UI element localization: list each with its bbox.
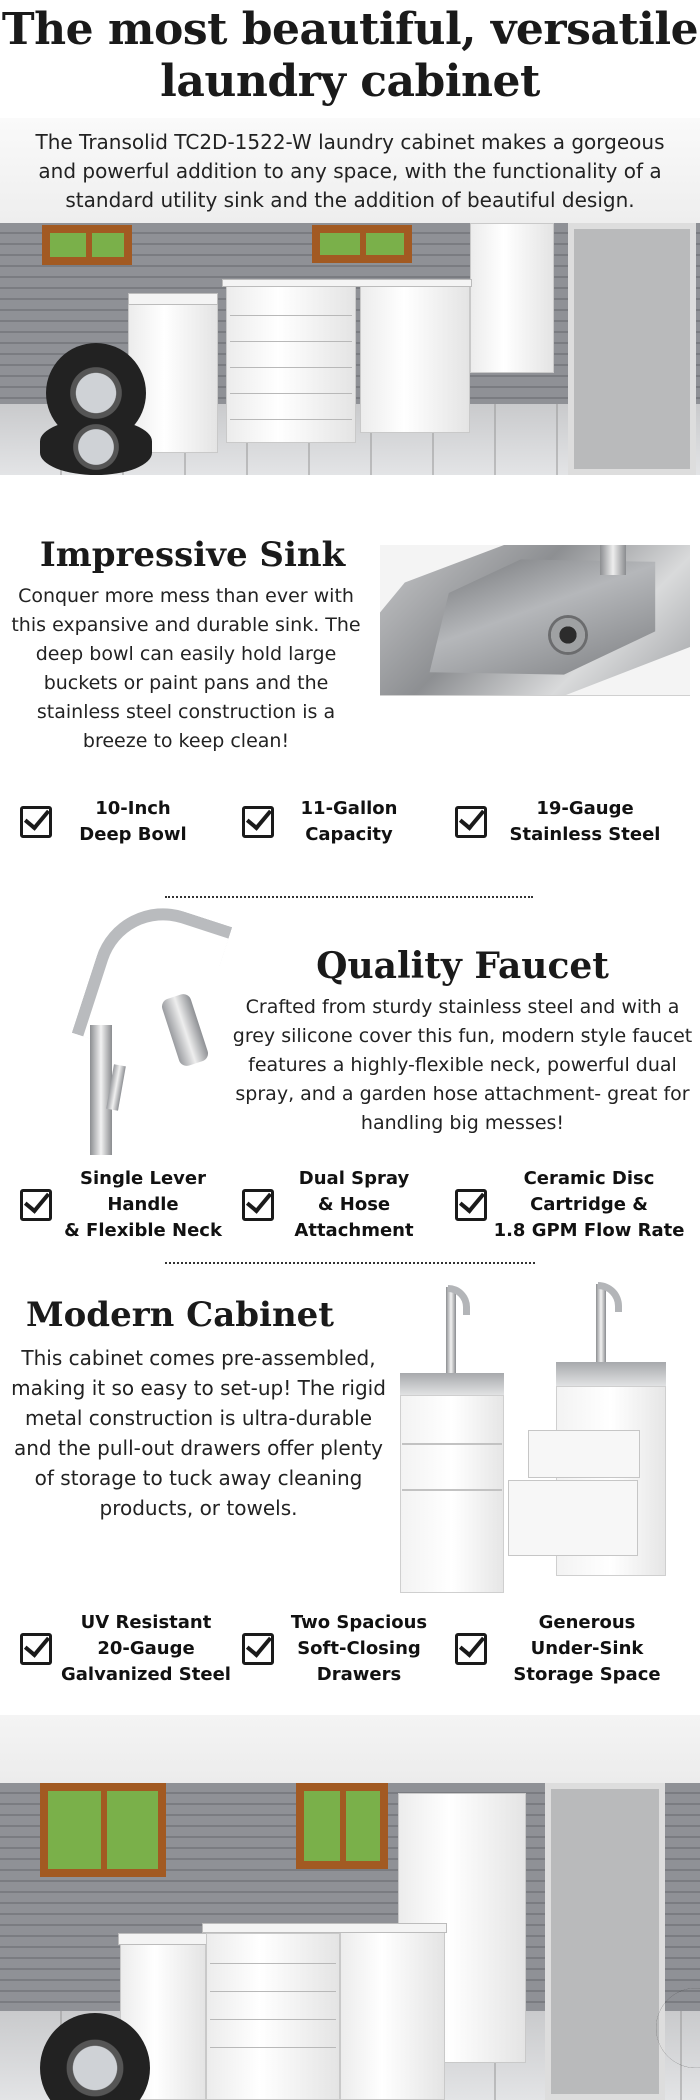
window [312, 225, 412, 263]
garage-door [545, 1783, 665, 2100]
window [40, 1783, 166, 1877]
spacer-band [0, 1715, 700, 1783]
checkbox-checked-icon [455, 806, 487, 838]
drawer-open [528, 1430, 640, 1478]
feature-line: 10-Inch [95, 798, 171, 819]
base-cabinet [340, 1928, 445, 2100]
checkbox-checked-icon [455, 1633, 487, 1665]
checkbox-checked-icon [455, 1189, 487, 1221]
checkbox-checked-icon [20, 1633, 52, 1665]
checkbox-checked-icon [242, 1633, 274, 1665]
feature-line: Under-Sink [530, 1638, 644, 1659]
feature-item [20, 1610, 240, 1688]
section-divider [165, 1262, 535, 1264]
drain-icon [548, 615, 588, 655]
drawer-cabinet [206, 1933, 340, 2100]
sink-description: Conquer more mess than ever with this expansive and durable sink. The deep bowl can easily hold large buckets or paint pans and the stainless steel construction is a breeze to keep clean! [11, 585, 361, 752]
feature-line: Drawers [316, 1664, 402, 1685]
base-cabinet [360, 283, 470, 433]
feature-item [455, 1166, 695, 1244]
feature-item [20, 796, 220, 848]
checkbox-checked-icon [242, 806, 274, 838]
faucet-description: Crafted from sturdy stainless steel and with a grey silicone cover this fun, modern style faucet features a highly-flexible neck, powerful dual spray, and a garden hose attachment- great for handling big messes! [232, 996, 693, 1134]
faucet-photo [70, 895, 240, 1160]
feature-line: Stainless Steel [509, 824, 661, 845]
feature-line: & Flexible Neck [64, 1220, 222, 1241]
tire [40, 419, 152, 475]
feature-item [20, 1166, 240, 1244]
feature-line: Capacity [305, 824, 393, 845]
cabinet-closed-photo [398, 1283, 508, 1593]
window [296, 1783, 388, 1869]
feature-line: Generous [538, 1612, 636, 1633]
section-title-faucet: Quality Faucet [316, 945, 609, 987]
drawer-open [508, 1480, 638, 1556]
checkbox-checked-icon [20, 806, 52, 838]
feature-line: 11-Gallon [300, 798, 398, 819]
cabinet-open-photo [508, 1280, 668, 1580]
feature-item [455, 1610, 695, 1688]
feature-line: Two Spacious [290, 1612, 428, 1633]
feature-line: Attachment [294, 1220, 414, 1241]
section-title-cabinet: Modern Cabinet [25, 1295, 335, 1335]
faucet-features [0, 1166, 700, 1246]
feature-line: Dual Spray [298, 1168, 410, 1189]
feature-item [242, 1166, 452, 1244]
faucet-base [600, 545, 626, 575]
feature-line: 1.8 GPM Flow Rate [493, 1220, 685, 1241]
laundry-room-photo-bottom [0, 1783, 700, 2100]
feature-line: Galvanized Steel [61, 1664, 231, 1685]
feature-line: Handle [107, 1194, 179, 1215]
checkbox-checked-icon [242, 1189, 274, 1221]
tall-cabinet [470, 223, 554, 373]
window [42, 225, 132, 265]
garage-door [568, 223, 696, 475]
cabinet-features [0, 1610, 700, 1690]
feature-item [455, 796, 695, 848]
feature-line: Cartridge & [530, 1194, 648, 1215]
feature-item [242, 796, 442, 848]
feature-line: Single Lever [80, 1168, 206, 1189]
feature-line: UV Resistant [80, 1612, 212, 1633]
feature-line: Soft-Closing [297, 1638, 421, 1659]
laundry-room-photo-top [0, 223, 700, 475]
section-title-sink: Impressive Sink [39, 535, 346, 575]
cabinet-description: This cabinet comes pre-assembled, making it so easy to set-up! The rigid metal construction is ultra-durable and the pull-out drawers offer plenty of storage to tuck away cleaning products, or towels. [11, 1346, 386, 1520]
page-title: The most beautiful, versatile laundry cabinet [1, 4, 699, 107]
feature-line: & Hose [317, 1194, 391, 1215]
checkbox-checked-icon [20, 1189, 52, 1221]
feature-line: 19-Gauge [536, 798, 634, 819]
feature-line: Ceramic Disc [523, 1168, 655, 1189]
feature-line: 20-Gauge [97, 1638, 195, 1659]
intro-text: The Transolid TC2D-1522-W laundry cabinet makes a gorgeous and powerful addition to any space, with the functionality of a standard utility sink and the addition of beautiful design. [35, 130, 665, 212]
feature-item [242, 1610, 452, 1688]
feature-line: Storage Space [513, 1664, 661, 1685]
feature-line: Deep Bowl [79, 824, 187, 845]
sink-photo [380, 545, 690, 750]
sink-features [0, 796, 700, 866]
